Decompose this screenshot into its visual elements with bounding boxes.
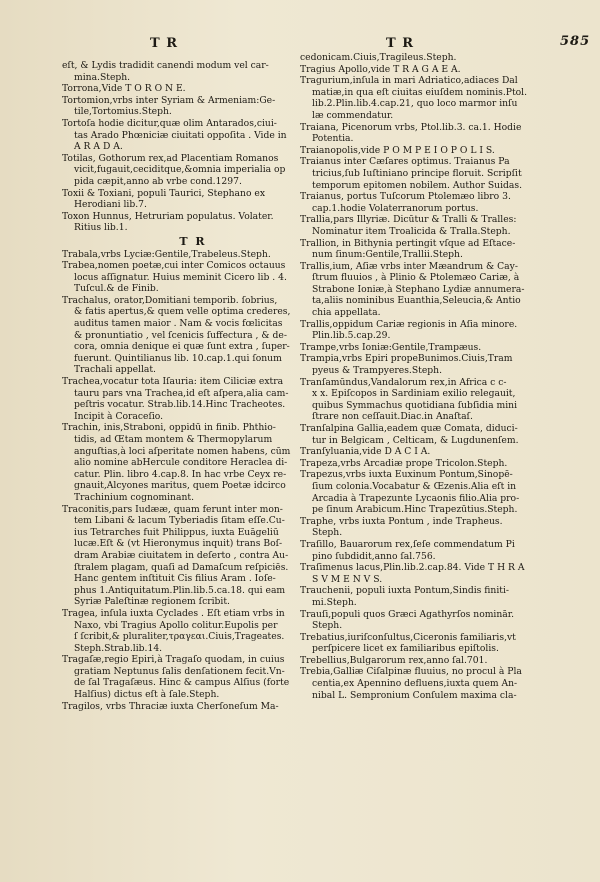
dictionary-entry — [62, 422, 324, 503]
entry-line: Hanc gentem inſtituit Cis filius Aram . Ioſe- — [74, 573, 276, 585]
entry-line: Tragius Apollo,vide T R A G A E A. — [300, 63, 461, 75]
dictionary-entry — [62, 654, 324, 700]
dictionary-entry — [62, 608, 324, 654]
dictionary-entry — [300, 516, 562, 539]
entry-line: & fatis apertus,& quem velle optima crederes, — [74, 306, 291, 318]
section-heading: T R — [179, 234, 207, 248]
entry-line: chia appellata. — [312, 307, 381, 319]
dictionary-entry — [300, 156, 562, 191]
entry-line: Torrona,Vide T O R O N E. — [62, 83, 186, 95]
entry-line: ſ ſcribit,& pluraliter,τραγεαι.Ciuis,Trageates. — [74, 631, 285, 643]
entry-line: & pronuntiatio , vel ſcenicis ſuffectura , & de- — [74, 329, 287, 341]
entry-line: peſtris vocatur. Strab.lib.14.Hinc Tracheotes. — [74, 399, 286, 411]
entry-line: ſtralem plagam, quaſi ad Damaſcum reſpiciēs. — [74, 561, 289, 573]
entry-line: tas Arado Phœniciæ ciuitati oppoſita . Vide in — [74, 129, 287, 141]
entry-line: Trallia,pars Illyriæ. Dicūtur & Tralli & Tralles: — [300, 214, 517, 226]
entry-line: Trampia,vrbs Epiri propeBunimos.Ciuis,Tram — [300, 353, 513, 365]
entry-line: Trallis,oppidum Cariæ regionis in Aſia minore. — [300, 318, 518, 330]
dictionary-entry — [300, 585, 562, 608]
entry-line: vicit,fugauit,ceciditque,&omnia imperialia op — [74, 164, 286, 176]
dictionary-entry — [62, 249, 324, 261]
entry-line: catur. Plin. libro 4.cap.8. In hac vrbe Ceyx re- — [74, 468, 287, 480]
entry-line: Herodiani lib.7. — [74, 199, 147, 211]
dictionary-entry — [300, 458, 562, 470]
entry-line: Trallis,ium, Aſiæ vrbs inter Mæandrum & Cay- — [300, 260, 518, 272]
entry-line: mi.Steph. — [312, 596, 357, 608]
entry-line: fuerunt. Quintilianus lib. 10.cap.1.qui ſonum — [74, 352, 282, 364]
entry-line: cora, omnia denique ei quæ ſunt extra , ſuper- — [74, 341, 290, 353]
entry-line: Halſius) dictus eſt à ſale.Steph. — [74, 689, 220, 701]
entry-line: Trebatius,iuriſconſultus,Ciceronis familiaris,vt — [300, 631, 516, 643]
entry-line: Traianopolis,vide P O M P E I O P O L I S. — [300, 144, 495, 156]
entry-line: Tragilos, vrbs Thraciæ iuxta Cherſoneſum Ma- — [62, 700, 279, 712]
entry-line: tile,Tortomius.Steph. — [74, 106, 172, 118]
entry-line: Arcadia à Trapezunte Lycaonis filio.Alia pro- — [312, 492, 520, 504]
entry-line: A R A D A. — [74, 141, 123, 153]
entry-line: alio nomine abHercule conditore Heraclea di- — [74, 457, 288, 469]
entry-line: Steph.Strab.lib.14. — [74, 642, 163, 654]
entry-line: ius Tetrarches fuit Philippus, iuxta Euāgeliū — [74, 526, 279, 538]
entry-line: lib.2.Plin.lib.4.cap.21, quo loco marmor inſu — [312, 98, 518, 110]
dictionary-entry — [62, 83, 324, 95]
dictionary-entry — [62, 701, 324, 713]
entry-line: Toxii & Toxiani, populi Taurici, Stephano ex — [62, 187, 266, 199]
running-head-left: T R — [150, 36, 179, 51]
entry-line: Steph. — [312, 620, 343, 632]
entry-line: mina.Steph. — [74, 71, 131, 83]
entry-line: læ commendatur. — [312, 109, 394, 121]
dictionary-entry — [300, 122, 562, 145]
entry-line: num ſinum:Gentile,Trallii.Steph. — [312, 249, 463, 261]
dictionary-entry — [300, 238, 562, 261]
entry-line: quibus Symmachus quotidiana ſubſidia mini — [312, 399, 518, 411]
right-column — [300, 52, 562, 701]
dictionary-entry — [62, 211, 324, 234]
dictionary-entry — [62, 504, 324, 608]
dictionary-entry — [300, 353, 562, 376]
entry-line: matiæ,in qua eſt ciuitas eiuſdem nominis.Ptol. — [312, 86, 528, 98]
entry-line: Trachin, inis,Straboni, oppidū in finib. Phthio- — [62, 422, 276, 434]
dictionary-entry — [300, 52, 562, 64]
entry-line: Tortomion,vrbs inter Syriam & Armeniam:Ge- — [62, 94, 276, 106]
entry-line: gratiam Neptunus ſalis denſationem fecit.Vn- — [74, 665, 285, 677]
entry-line: Tragurium,inſula in mari Adriatico,adiaces Dal — [300, 75, 518, 87]
entry-line: de ſal Tragaſæus. Hinc & campus Alſius (forte — [74, 677, 290, 689]
entry-line: Trachea,vocatur tota Iſauria: item Ciliciæ extra — [62, 376, 284, 388]
entry-line: Trabala,vrbs Lyciæ:Gentile,Trabeleus.Steph. — [62, 248, 271, 260]
dictionary-entry — [300, 145, 562, 157]
entry-line: Trabea,nomen poetæ,cui inter Comicos octauus — [62, 260, 286, 272]
dictionary-entry — [300, 319, 562, 342]
entry-line: tur in Belgicam , Celticam, & Lugdunenſem. — [312, 434, 519, 446]
dictionary-entry — [62, 118, 324, 153]
entry-line: Traphe, vrbs iuxta Pontum , inde Trapheus. — [300, 515, 503, 527]
entry-line: anguſtias,à loci aſperitate nomen habens, cūm — [74, 445, 291, 457]
entry-line: centia,ex Apennino defluens,iuxta quem An- — [312, 678, 518, 690]
entry-line: eſt, & Lydis tradidit canendi modum vel car- — [62, 60, 269, 71]
entry-line: Plin.lib.5.cap.29. — [312, 330, 391, 342]
left-column — [62, 60, 324, 712]
entry-line: Trachinium cognominant. — [74, 491, 194, 503]
dictionary-entry — [62, 260, 324, 295]
entry-line: Traianus inter Cæſares optimus. Traianus Pa — [300, 156, 510, 168]
entry-line: Toxon Hunnus, Hetruriam populatus. Volater. — [62, 210, 274, 222]
dictionary-entry — [300, 342, 562, 354]
entry-line: cap.1.hodie Volaterranorum portus. — [312, 202, 479, 214]
entry-line: Traianus, portus Tuſcorum Ptolemæo libro 3. — [300, 191, 511, 203]
entry-line: pida cæpit,anno ab vrbe cond.1297. — [74, 175, 242, 187]
entry-line: Tortoſa hodie dicitur,quæ olim Antarados,ciui- — [62, 117, 277, 129]
entry-line: lucæ.Eſt & (vt Hieronymus inquit) trans Boſ- — [74, 538, 283, 550]
entry-line: Trallion, in Bithynia pertingit vſque ad Eſtace- — [300, 237, 516, 249]
entry-line: Tranſyluania,vide D A C I A. — [300, 446, 431, 458]
entry-line: Syriæ Paleſtinæ regionem ſcribit. — [74, 596, 230, 608]
entry-line: Nominatur item Troalicida & Tralla.Steph. — [312, 225, 511, 237]
entry-line: Incipit à Coraceſio. — [74, 410, 164, 422]
dictionary-entry — [300, 539, 562, 562]
entry-line: Trauchenii, populi iuxta Pontum,Sindis finiti- — [300, 585, 510, 597]
entry-line: Trapeza,vrbs Arcadiæ prope Tricolon.Steph. — [300, 457, 508, 469]
entry-line: Trachali appellat. — [74, 364, 156, 376]
entry-line: nibal L. Sempronium Conſulem maxima cla- — [312, 689, 517, 701]
entry-line: Traſimenus lacus,Plin.lib.2.cap.84. Vide T H R A — [300, 562, 525, 574]
running-head-right: T R — [386, 36, 415, 51]
dictionary-entry — [300, 377, 562, 423]
entry-line: tauru pars vna Trachea,id eſt aſpera,alia cam- — [74, 387, 289, 399]
dictionary-entry — [300, 666, 562, 701]
entry-line: S V M E N V S. — [312, 573, 383, 585]
page-number: 585 — [560, 34, 591, 49]
dictionary-entry — [300, 75, 562, 121]
entry-line: auditus tamen maior . Nam & vocis fœlicitas — [74, 318, 283, 330]
dictionary-entry — [300, 632, 562, 655]
entry-line: gnauit,Alcyones maritus, quem Poetæ idcirco — [74, 480, 286, 492]
entry-line: Trauſi,populi quos Græci Agathyrſos nominār. — [300, 608, 515, 620]
dictionary-entry — [300, 609, 562, 632]
entry-line: Trachalus, orator,Domitiani temporib. ſobrius, — [62, 294, 278, 306]
entry-line: Traſillo, Bauarorum rex,ſeſe commendatum Pi — [300, 538, 515, 550]
dictionary-entry — [62, 60, 324, 83]
entry-line: Naxo, vbi Tragius Apollo colitur.Eupolis per — [74, 619, 278, 631]
entry-line: phus 1.Antiquitatum.Plin.lib.5.ca.18. qui eam — [74, 584, 286, 596]
entry-line: ſtrum fluuios , à Plinio & Ptolemæo Cariæ, à — [312, 272, 520, 284]
entry-line: ſtrare non ceſſauit.Diac.in Anaſtaſ. — [312, 411, 473, 423]
dictionary-entry — [300, 469, 562, 515]
dictionary-entry — [300, 655, 562, 667]
dictionary-entry — [300, 423, 562, 446]
entry-line: tricius,ſub Iuſtiniano principe floruit. Scripſit — [312, 167, 522, 179]
entry-line: ſium colonia.Vocabatur & Œzenis.Alia eſt in — [312, 480, 517, 492]
dictionary-entry — [62, 188, 324, 211]
dictionary-entry — [62, 376, 324, 422]
entry-line: Traiana, Picenorum vrbs, Ptol.lib.3. ca.1. Hodie — [300, 121, 522, 133]
entry-line: ta,aliis nominibus Euanthia,Seleucia,& Antio — [312, 295, 521, 307]
dictionary-entry — [300, 446, 562, 458]
entry-line: dram Arabiæ ciuitatem in deſerto , contra Au- — [74, 549, 289, 561]
entry-line: Totilas, Gothorum rex,ad Placentiam Romanos — [62, 152, 279, 164]
entry-line: Ritius lib.1. — [74, 222, 128, 234]
entry-line: pe ſinum Arabicum.Hinc Trapezūtius.Steph. — [312, 504, 518, 516]
entry-line: Tranſalpina Gallia,eadem quæ Comata, diduci- — [300, 423, 518, 434]
entry-line: temporum epitomen nobilem. Author Suidas. — [312, 179, 523, 191]
entry-line: Trebia,Galliæ Ciſalpinæ fluuius, no procul à Pla — [300, 666, 522, 678]
entry-line: Strabone Ioniæ,à Stephano Lydiæ annumera- — [312, 283, 525, 295]
dictionary-entry — [300, 261, 562, 319]
entry-line: tidis, ad Œtam montem & Thermopylarum — [74, 434, 273, 445]
dictionary-entry — [300, 64, 562, 76]
entry-line: Tuſcul.& de Finib. — [74, 283, 159, 295]
dictionary-entry — [62, 95, 324, 118]
entry-line: pyeus & Trampyeres.Steph. — [312, 365, 442, 377]
entry-line: Tragaſæ,regio Epiri,à Tragaſo quodam, in cuius — [62, 654, 285, 666]
entry-line: x x. Epiſcopos in Sardiniam exilio relegauit, — [312, 388, 516, 400]
entry-line: locus aſſignatur. Huius meminit Cicero lib . 4. — [74, 271, 287, 283]
entry-line: Potentia. — [312, 133, 354, 145]
entry-line: Tranſamūndus,Vandalorum rex,in Africa c c- — [300, 376, 507, 388]
entry-line: Traconitis,pars Iudææ, quam ferunt inter mon- — [62, 503, 283, 515]
dictionary-entry — [62, 153, 324, 188]
entry-line: Tragea, inſula iuxta Cyclades . Eſt etiam vrbs in — [62, 607, 285, 619]
entry-line: pino ſubdidit,anno ſal.756. — [312, 550, 436, 562]
entry-line: tem Libani & lacum Tyberiadis ſitam eſſe.Cu- — [74, 515, 285, 527]
entry-line: perſpicere licet ex familiaribus epiſtolis. — [312, 643, 499, 655]
entry-line: Steph. — [312, 527, 343, 539]
entry-line: Trapezus,vrbs iuxta Euxinum Pontum,Sinopē- — [300, 469, 513, 481]
dictionary-entry — [300, 214, 562, 237]
entry-line: Trampe,vrbs Ioniæ:Gentile,Trampæus. — [300, 341, 482, 353]
entry-line: cedonicam.Ciuis,Tragileus.Steph. — [300, 52, 457, 63]
dictionary-entry — [300, 562, 562, 585]
dictionary-entry — [62, 295, 324, 376]
entry-line: Trebellius,Bulgarorum rex,anno ſal.701. — [300, 654, 488, 666]
dictionary-entry — [300, 191, 562, 214]
